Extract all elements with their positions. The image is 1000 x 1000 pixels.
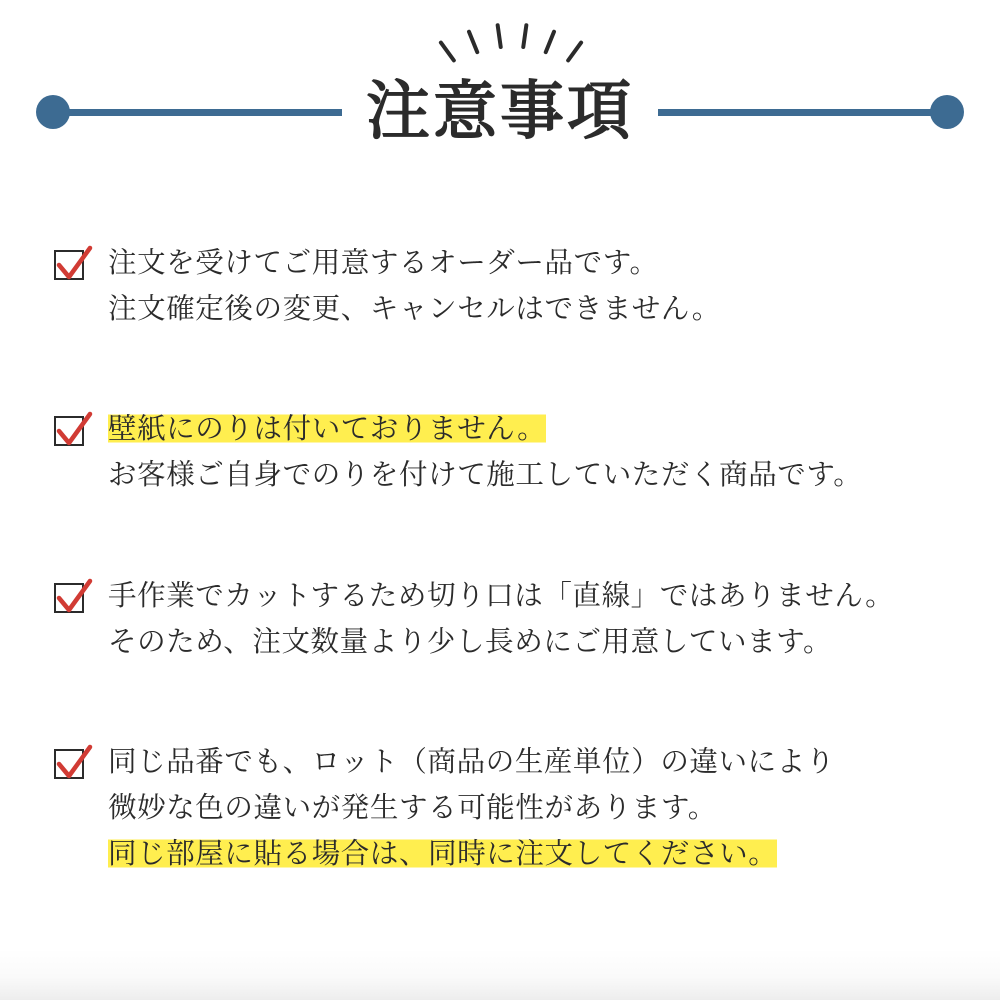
page-title: 注意事項 [366,75,634,149]
note-item [0,240,1000,332]
note-text [108,240,721,332]
note-item [0,573,1000,665]
title-rule-left [42,109,342,116]
note-line: そのため、注文数量より少し長めにご用意しています。 [108,624,833,658]
title-dot-right [930,95,964,129]
title-row [0,72,1000,152]
checkbox-checked-icon [52,412,92,452]
title-dot-left [36,95,70,129]
note-text [108,739,835,877]
checkbox-checked-icon [52,745,92,785]
checkbox-checked-icon [52,579,92,619]
note-line: 微妙な色の違いが発生する可能性があります。 [108,791,717,825]
notes-list [0,200,1000,877]
sparkle-decoration-icon [0,18,1000,64]
page-header [0,0,1000,200]
title-rule-right [658,109,958,116]
note-line: 注文を受けてご用意するオーダー品です。 [108,246,659,279]
note-line-highlighted: 壁紙にのりは付いておりません。 [108,412,547,446]
note-item [0,406,1000,498]
note-item [0,739,1000,877]
note-line: 注文確定後の変更、キャンセルはできません。 [108,292,721,326]
page-bottom-shadow [0,948,1000,1000]
note-text [108,406,862,498]
note-line: 手作業でカットするため切り口は「直線」ではありません。 [108,578,895,612]
note-line-highlighted: 同じ部屋に貼る場合は、同時に注文してください。 [108,837,778,871]
note-text [108,573,894,665]
note-line: 同じ品番でも、ロット（商品の生産単位）の違いにより [108,744,835,778]
checkbox-checked-icon [52,246,92,286]
note-line: お客様ご自身でのりを付けて施工していただく商品です。 [108,458,863,492]
